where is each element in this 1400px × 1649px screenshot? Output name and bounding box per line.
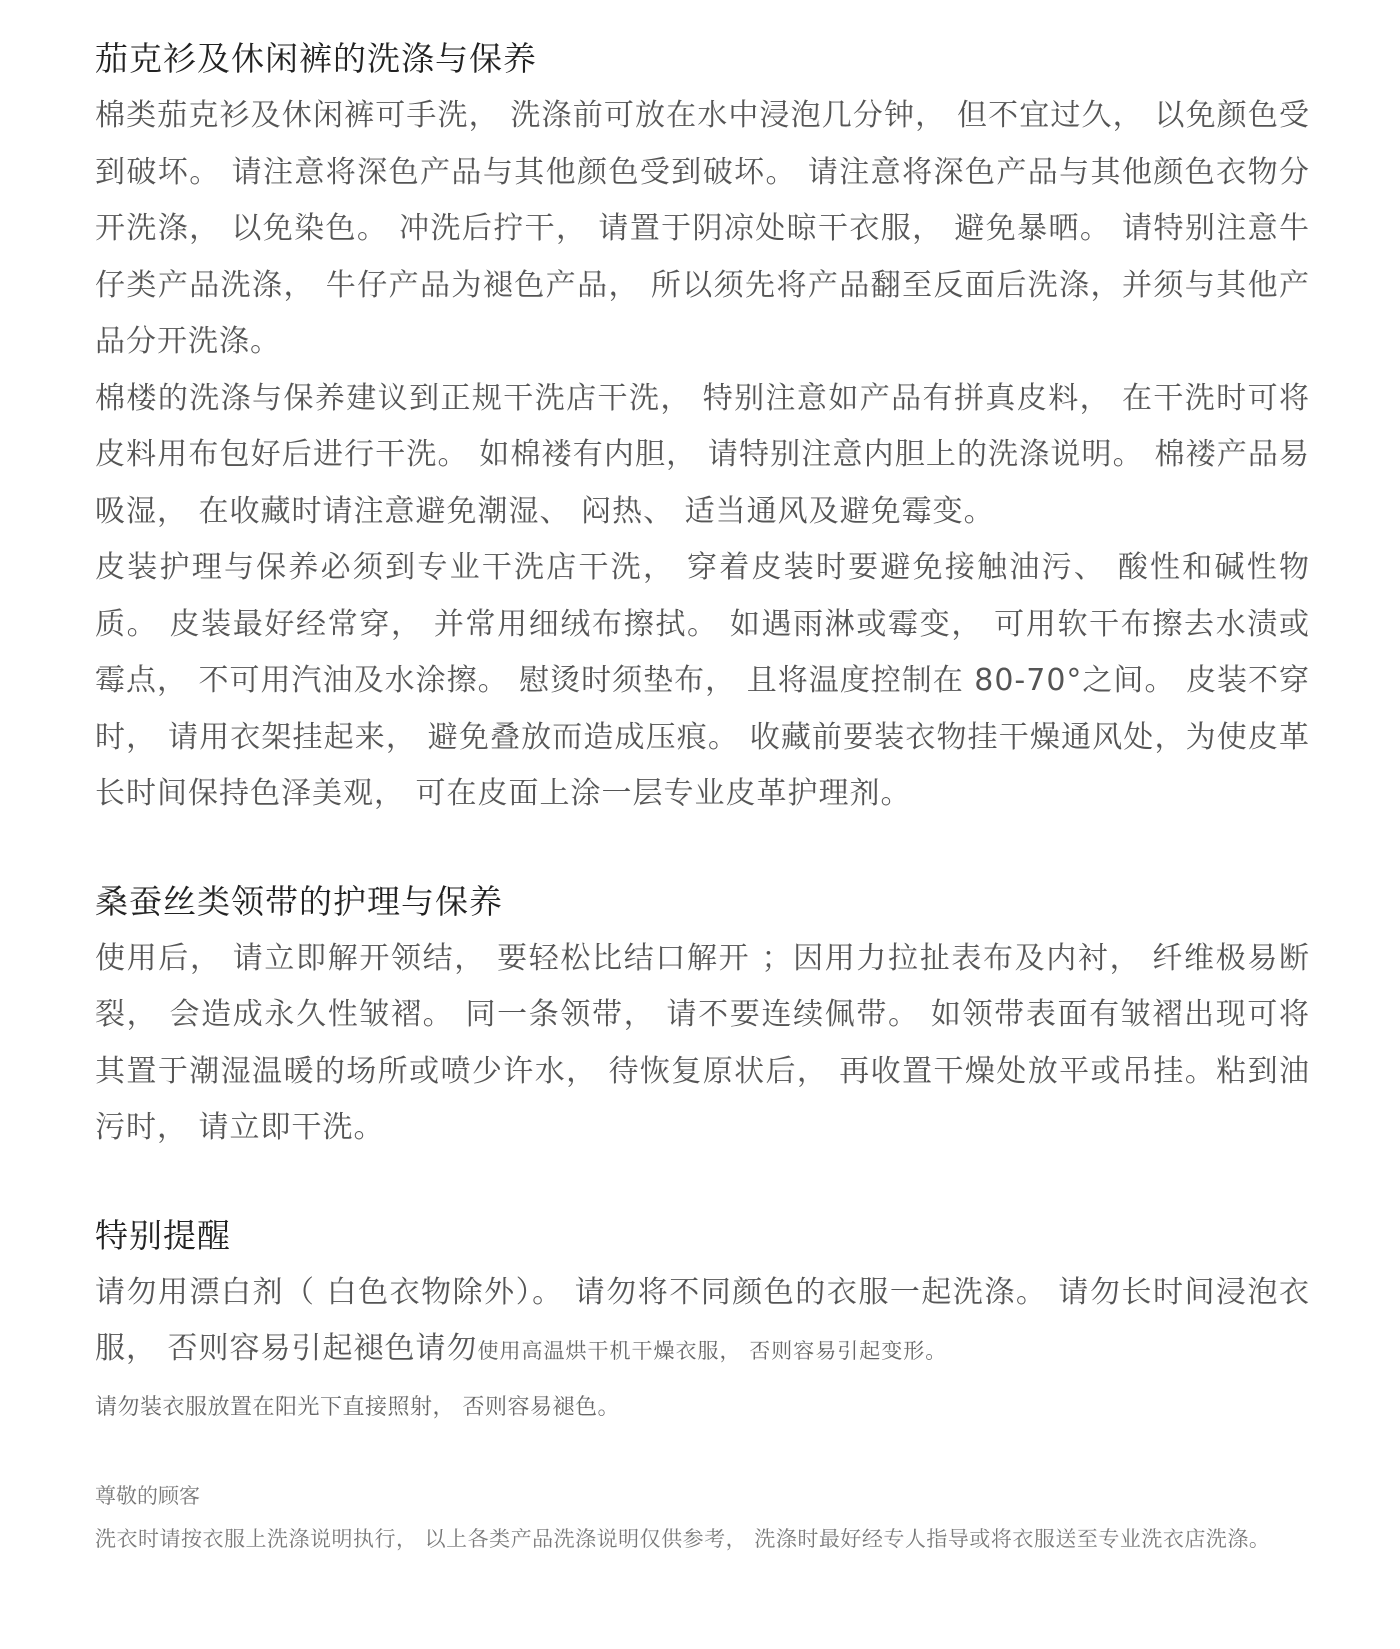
section-spacer [95, 823, 1310, 873]
paragraph-jacket-pants-washing: 棉类茄克衫及休闲裤可手洗， 洗涤前可放在水中浸泡几分钟， 但不宜过久， 以免颜色受到破坏。 请注意将深色产品与其他颜色受到破坏。 请注意将深色产品与其他颜色衣物分开洗涤， 以免染色。 冲洗后拧干， 请置于阴凉处晾干衣服， 避免暴晒。 请特别注意牛仔类产品洗涤， 牛仔产品为褪色产品， 所以须先将产品翻至反面后洗涤，并须与其他产品分开洗涤。 [95, 98, 1310, 359]
paragraph-leather-care: 皮装护理与保养必须到专业干洗店干洗， 穿着皮装时要避免接触油污、 酸性和碱性物质。 皮装最好经常穿， 并常用细绒布擦拭。 如遇雨淋或霉变， 可用软干布擦去水渍或霉点， 不可用汽油及水涂擦。 慰烫时须垫布， 且将温度控制在 80-70°之间。 皮装不穿时， 请用衣架挂起来， 避免叠放而造成压痕。 收藏前要装衣物挂干燥通风处，为使皮革长时间保持色泽美观， 可在皮面上涂一层专业皮革护理剂。 [95, 550, 1310, 811]
reminder-text-small-inline: 使用高温烘干机干燥衣服， 否则容易引起变形。 [477, 1339, 948, 1363]
section-title-reminder: 特别提醒 [95, 1215, 231, 1255]
paragraph-reminder [95, 1265, 1310, 1380]
customer-notice-title: 尊敬的顾客 [95, 1483, 200, 1508]
reminder-text-large: 请勿用漂白剂（ 白色衣物除外）。 请勿将不同颜色的衣服一起洗涤。 请勿长时间浸泡衣服， 否则容易引起褪色请勿 [95, 1274, 1310, 1366]
paragraph-cotton-coat-care: 棉楼的洗涤与保养建议到正规干洗店干洗， 特别注意如产品有拼真皮料， 在干洗时可将皮料用布包好后进行干洗。 如棉褛有内胆， 请特别注意内胆上的洗涤说明。 棉褛产品易吸湿， 在收藏时请注意避免潮湿、 闷热、 适当通风及避免霉变。 [95, 380, 1310, 529]
care-instructions-page [95, 30, 1310, 1560]
customer-notice-text: 洗衣时请按衣服上洗涤说明执行， 以上各类产品洗涤说明仅供参考， 洗涤时最好经专人指导或将衣服送至专业洗衣店洗涤。 [95, 1526, 1271, 1551]
paragraph-silk-tie-care: 使用后， 请立即解开领结， 要轻松比结口解开 ；因用力拉扯表布及内衬， 纤维极易断裂， 会造成永久性皱褶。 同一条领带， 请不要连续佩带。 如领带表面有皱褶出现可将其置于潮湿温暖的场所或喷少许水， 待恢复原状后， 再收置干燥处放平或吊挂。粘到油污时， 请立即干洗。 [95, 940, 1310, 1145]
section-title-silk-tie: 桑蚕丝类领带的护理与保养 [95, 881, 503, 921]
section-title-jacket-pants: 茄克衫及休闲裤的洗涤与保养 [95, 39, 537, 78]
reminder-text-sunlight: 请勿装衣服放置在阳光下直接照射， 否则容易褪色。 [95, 1394, 620, 1420]
section-spacer [95, 1157, 1310, 1207]
